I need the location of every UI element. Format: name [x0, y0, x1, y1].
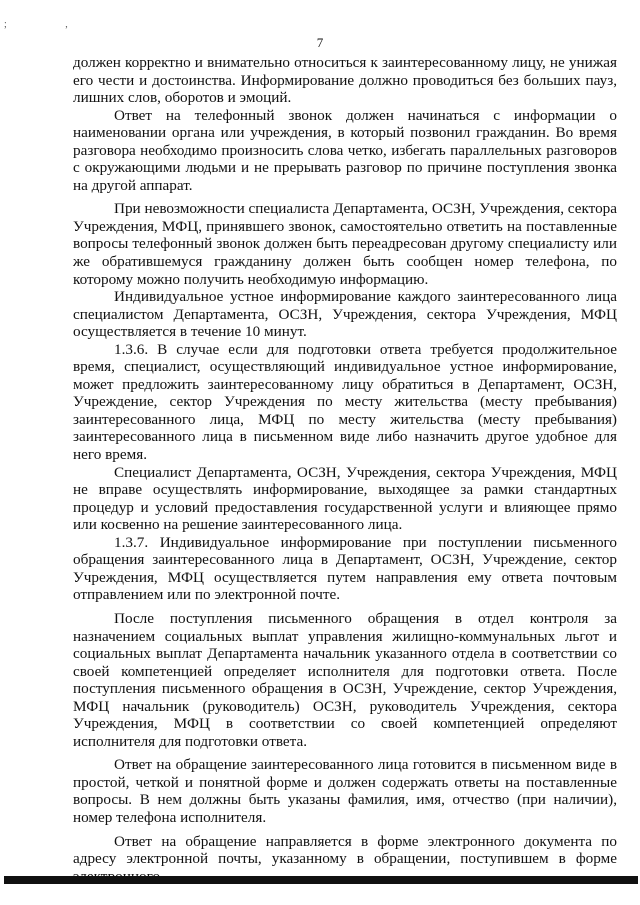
scan-marks: ; ,: [4, 19, 96, 30]
paragraph-oral-duration: Индивидуальное устное информирование каждого заинтересованного лица специалистом Департамента, ОСЗН, Учреждения, сектора Учреждения, МФЦ осуществляется в течение 10 минут.: [73, 288, 617, 341]
paragraph-call-redirect: При невозможности специалиста Департамента, ОСЗН, Учреждения, сектора Учреждения, МФЦ, принявшего звонок, самостоятельно ответить на поставленные вопросы телефонный звонок должен быть переадресован другому специалисту или же обратившемуся гражданину должен быть сообщен номер телефона, по которому можно получить необходимую информацию.: [73, 200, 618, 288]
page-number: 7: [316, 35, 324, 50]
paragraph-info-limits: Специалист Департамента, ОСЗН, Учреждения, сектора Учреждения, МФЦ не вправе осуществлять информирование, выходящее за рамки стандартных процедур и условий предоставления государственной услуги и влияющее прямо или косвенно на решение заинтересованного лица.: [73, 463, 617, 534]
paragraph-answer-form: Ответ на обращение заинтересованного лица готовится в письменном виде в простой, четкой и понятной форме и должен содержать ответы на поставленные вопросы. В нем должны быть указаны фамилия, имя, отчество (при наличии), номер телефона исполнителя.: [73, 756, 617, 826]
paragraph-1-3-6: 1.3.6. В случае если для подготовки ответа требуется продолжительное время, специалист, осуществляющий индивидуальное устное информирование, может предложить заинтересованному лицу обратиться в Департамент, ОСЗН, Учреждение, сектор Учреждения по месту жительства (месту пребывания) заинтересованного лица, МФЦ по месту жительства (месту пребывания) заинтересованного лица в письменном виде либо назначить другое удобное для него время.: [73, 340, 617, 464]
document-body: [73, 54, 617, 885]
paragraph-electronic-answer: Ответ на обращение направляется в форме электронного документа по адресу электронной почты, указанному в обращении, поступившем в форме: [73, 832, 617, 868]
paragraph-phone-call-answer: Ответ на телефонный звонок должен начинаться с информации о наименовании органа или учреждения, в который позвонил гражданин. Во время разговора необходимо произносить слова четко, избегать параллельных разговоров с окружающими людьми и не прерывать разговор по причине поступления звонка на другой аппарат.: [73, 106, 617, 194]
bottom-scan-edge: [4, 876, 638, 884]
paragraph-written-request: После поступления письменного обращения в отдел контроля за назначением социальных выплат управления жилищно-коммунальных льгот и социальных выплат Департамента начальник указанного отдела в соответствии со своей компетенцией определяет исполнителя для подготовки ответа. После поступления письменного обращения в ОСЗН, Учреждение, сектор Учреждения, МФЦ начальник (руководитель) ОСЗН, руководитель Учреждения, сектора Учреждения, МФЦ в соответствии со своей компетенцией определяют исполнителя для подготовки ответа.: [73, 609, 617, 750]
paragraph-1-3-7: 1.3.7. Индивидуальное информирование при поступлении письменного обращения заинтересованного лица в Департамент, ОСЗН, Учреждение, сектор Учреждения, МФЦ осуществляется путем направления ему ответа почтовым отправлением или по электронной почте.: [73, 533, 617, 604]
paragraph-continuation: должен корректно и внимательно относиться к заинтересованному лицу, не унижая его чести и достоинства. Информирование должно проводиться без больших пауз, лишних слов, оборотов и эмоций.: [73, 54, 617, 107]
